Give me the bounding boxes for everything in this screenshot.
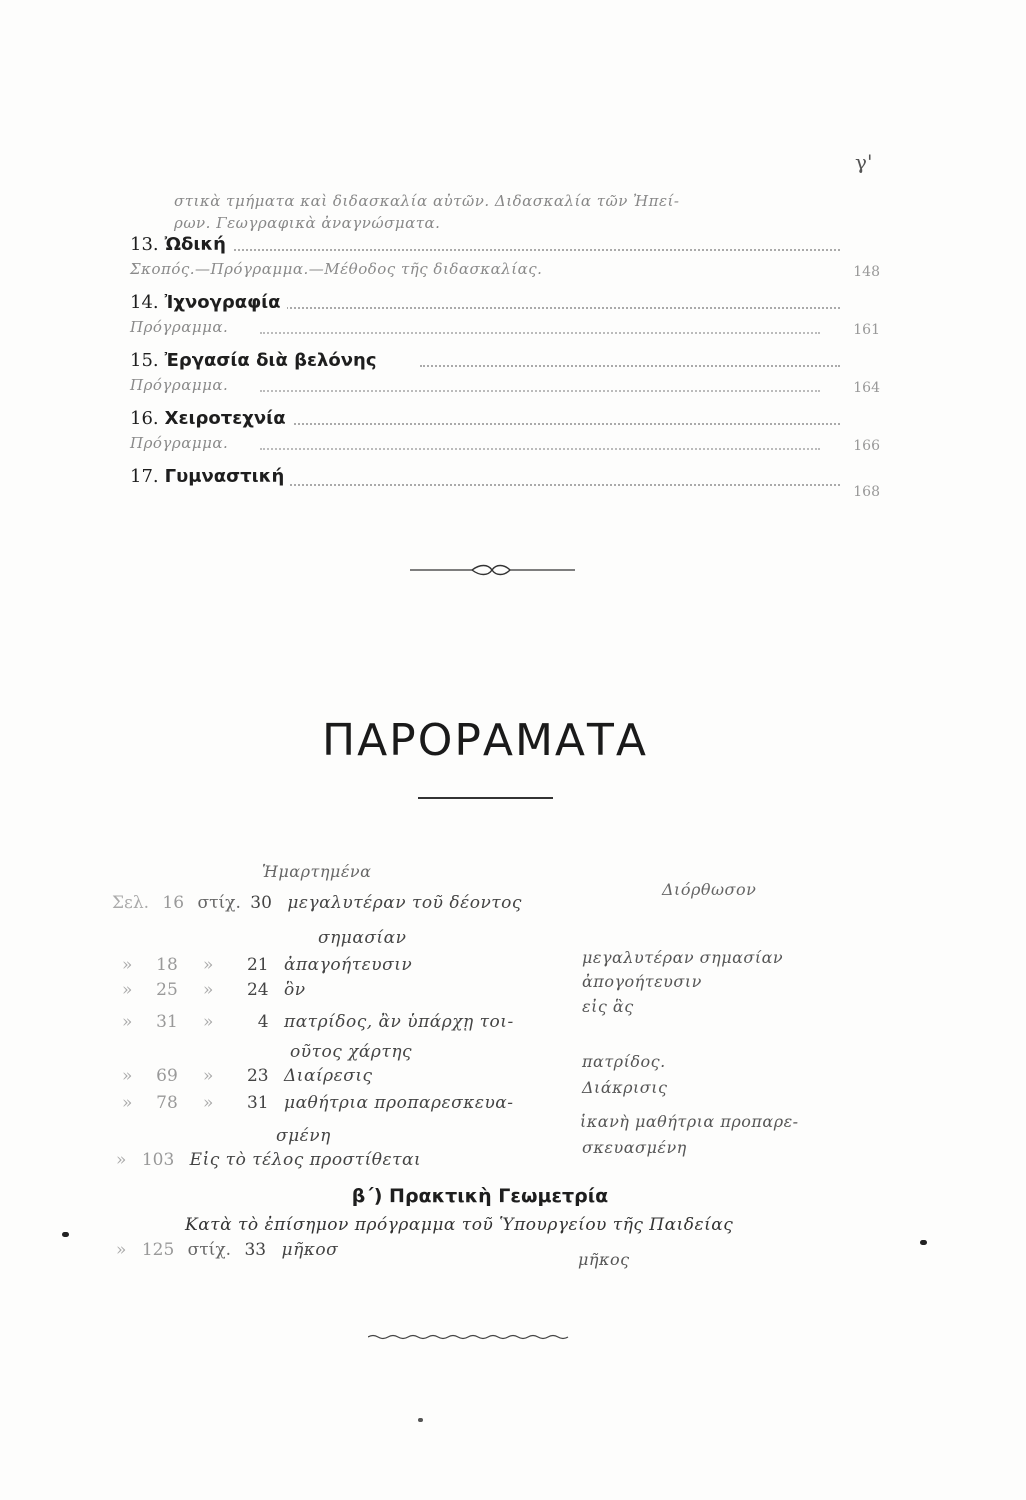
- toc-title: Χειροτεχνία: [164, 408, 286, 429]
- row-prefix: »: [122, 980, 133, 1000]
- row-mark: »: [203, 980, 214, 1000]
- row-page: 69: [156, 1066, 178, 1086]
- row-wrong-text: σμένη: [276, 1126, 331, 1146]
- row-line: 33: [244, 1240, 267, 1260]
- row-page: 18: [156, 955, 178, 975]
- toc-title: Ἐργασία διὰ βελόνης: [164, 350, 377, 371]
- toc-entry: [120, 234, 880, 292]
- row-correction: μεγαλυτέραν σημασίαν: [582, 948, 784, 967]
- row-page: 31: [156, 1012, 178, 1032]
- toc-title: Ὠδική: [164, 234, 226, 255]
- row-wrong-text: Διαίρεσις: [284, 1066, 373, 1086]
- row-page: 25: [156, 980, 178, 1000]
- toc-number: 17.: [130, 466, 159, 487]
- toc-entry: [120, 350, 880, 408]
- margin-mark: [62, 1232, 69, 1237]
- leader-dots: [420, 365, 840, 367]
- page-number: γ': [855, 150, 873, 174]
- toc-heading: [130, 408, 292, 429]
- column-header-correct: Διόρθωσον: [662, 880, 757, 899]
- row-wrong-text: οῦτος χάρτης: [290, 1042, 413, 1062]
- errata-title: ΠΑΡΟΡΑΜΑΤΑ: [321, 715, 649, 766]
- row-correction: μῆκος: [578, 1250, 630, 1269]
- row-correction: Διάκρισις: [582, 1078, 668, 1097]
- toc-entry: [120, 408, 880, 466]
- toc-subtitle: Πρόγραμμα.: [130, 434, 229, 452]
- row-page: 103: [141, 1150, 175, 1170]
- toc-page-number: 166: [853, 438, 880, 454]
- row-wrong-text: μεγαλυτέραν τοῦ δέοντος: [287, 893, 522, 913]
- row-wrong-text: Εἰς τὸ τέλος προστίθεται: [189, 1150, 422, 1170]
- row-line: 23: [246, 1066, 269, 1086]
- row-wrong-text: ἀπαγοήτευσιν: [284, 955, 413, 975]
- margin-mark: [920, 1240, 927, 1245]
- row-correction: ἱκανὴ μαθήτρια προπαρε-: [580, 1112, 799, 1131]
- errata-row-continuation: [276, 1126, 331, 1146]
- row-prefix: »: [122, 1066, 133, 1086]
- leader-dots: [260, 448, 820, 450]
- row-line: 4: [257, 1012, 269, 1032]
- toc-subtitle: Πρόγραμμα.: [130, 318, 229, 336]
- row-prefix: Σελ.: [112, 893, 150, 913]
- table-of-contents: [120, 190, 880, 524]
- errata-row: [112, 893, 522, 913]
- row-line: 30: [250, 893, 272, 913]
- row-mark: »: [203, 1093, 214, 1113]
- row-correction: εἰς ἃς: [582, 997, 634, 1016]
- toc-number: 14.: [130, 292, 159, 313]
- toc-number: 16.: [130, 408, 159, 429]
- row-line: 24: [246, 980, 269, 1000]
- row-mark: »: [203, 1012, 214, 1032]
- toc-page-number: 168: [853, 484, 880, 500]
- errata-row: [122, 1012, 514, 1032]
- toc-page-number: 148: [853, 264, 880, 280]
- section-note: Κατὰ τὸ ἐπίσημον πρόγραμμα τοῦ Ὑπουργείου τῆς Παιδείας: [185, 1215, 734, 1235]
- toc-page-number: 164: [853, 380, 880, 396]
- row-mark: στίχ.: [187, 1240, 232, 1260]
- errata-row: [116, 1240, 338, 1260]
- row-wrong-text: ὃν: [284, 980, 306, 1000]
- toc-entry: [120, 292, 880, 350]
- row-wrong-text: μῆκοσ: [281, 1240, 339, 1260]
- row-prefix: »: [122, 1012, 133, 1032]
- errata-row: [122, 980, 306, 1000]
- row-line: 21: [246, 955, 269, 975]
- errata-row: [116, 1150, 421, 1170]
- errata-row: [122, 955, 412, 975]
- row-page: 125: [141, 1240, 175, 1260]
- toc-number: 13.: [130, 234, 159, 255]
- row-prefix: »: [122, 955, 133, 975]
- leader-dots: [260, 390, 820, 392]
- column-header-wrong: Ἡμαρτημένα: [262, 862, 372, 881]
- row-page: 78: [156, 1093, 178, 1113]
- row-wrong-text: μαθήτρια προπαρεσκευα-: [284, 1093, 514, 1113]
- title-underline: [418, 797, 553, 799]
- row-correction: ἀπογοήτευσιν: [582, 972, 702, 991]
- row-prefix: »: [116, 1150, 127, 1170]
- toc-page-number: 161: [853, 322, 880, 338]
- row-mark: στίχ.: [197, 893, 241, 913]
- toc-title: Γυμναστική: [164, 466, 285, 487]
- row-mark: »: [203, 955, 214, 975]
- ornament-divider: [410, 562, 575, 578]
- toc-heading: [130, 292, 287, 313]
- toc-entry: [120, 466, 880, 524]
- section-heading: β΄) Πρακτικὴ Γεωμετρία: [351, 1185, 609, 1207]
- page-speck: [418, 1418, 423, 1422]
- row-wrong-text: σημασίαν: [318, 928, 407, 948]
- row-correction: πατρίδος.: [582, 1052, 666, 1071]
- row-page: 16: [162, 893, 185, 913]
- bottom-divider: [368, 1334, 573, 1340]
- row-wrong-text: πατρίδος, ἂν ὑπάρχῃ τοι-: [284, 1012, 514, 1032]
- row-correction-continuation: σκευασμένη: [582, 1138, 687, 1157]
- leader-dots: [130, 249, 840, 251]
- row-mark: »: [203, 1066, 214, 1086]
- errata-row: [122, 1093, 514, 1113]
- leader-dots: [260, 332, 820, 334]
- errata-row: [122, 1066, 373, 1086]
- toc-subtitle: Σκοπός.—Πρόγραμμα.—Μέθοδος τῆς διδασκαλίας.: [130, 260, 543, 278]
- toc-heading: [130, 466, 290, 487]
- errata-row-continuation: [290, 1042, 412, 1062]
- toc-heading: [130, 234, 232, 255]
- toc-number: 15.: [130, 350, 159, 371]
- row-line: 31: [246, 1093, 269, 1113]
- toc-subtitle: Πρόγραμμα.: [130, 376, 229, 394]
- toc-carry-line: στικὰ τμήματα καὶ διδασκαλία αὐτῶν. Διδασκαλία τῶν Ἠπεί-: [174, 192, 680, 210]
- errata-row-continuation: [318, 928, 406, 948]
- row-prefix: »: [122, 1093, 133, 1113]
- toc-carry-line: ρων. Γεωγραφικὰ ἀναγνώσματα.: [174, 214, 441, 232]
- toc-heading: [130, 350, 382, 371]
- row-prefix: »: [116, 1240, 127, 1260]
- toc-title: Ἰχνογραφία: [164, 292, 281, 313]
